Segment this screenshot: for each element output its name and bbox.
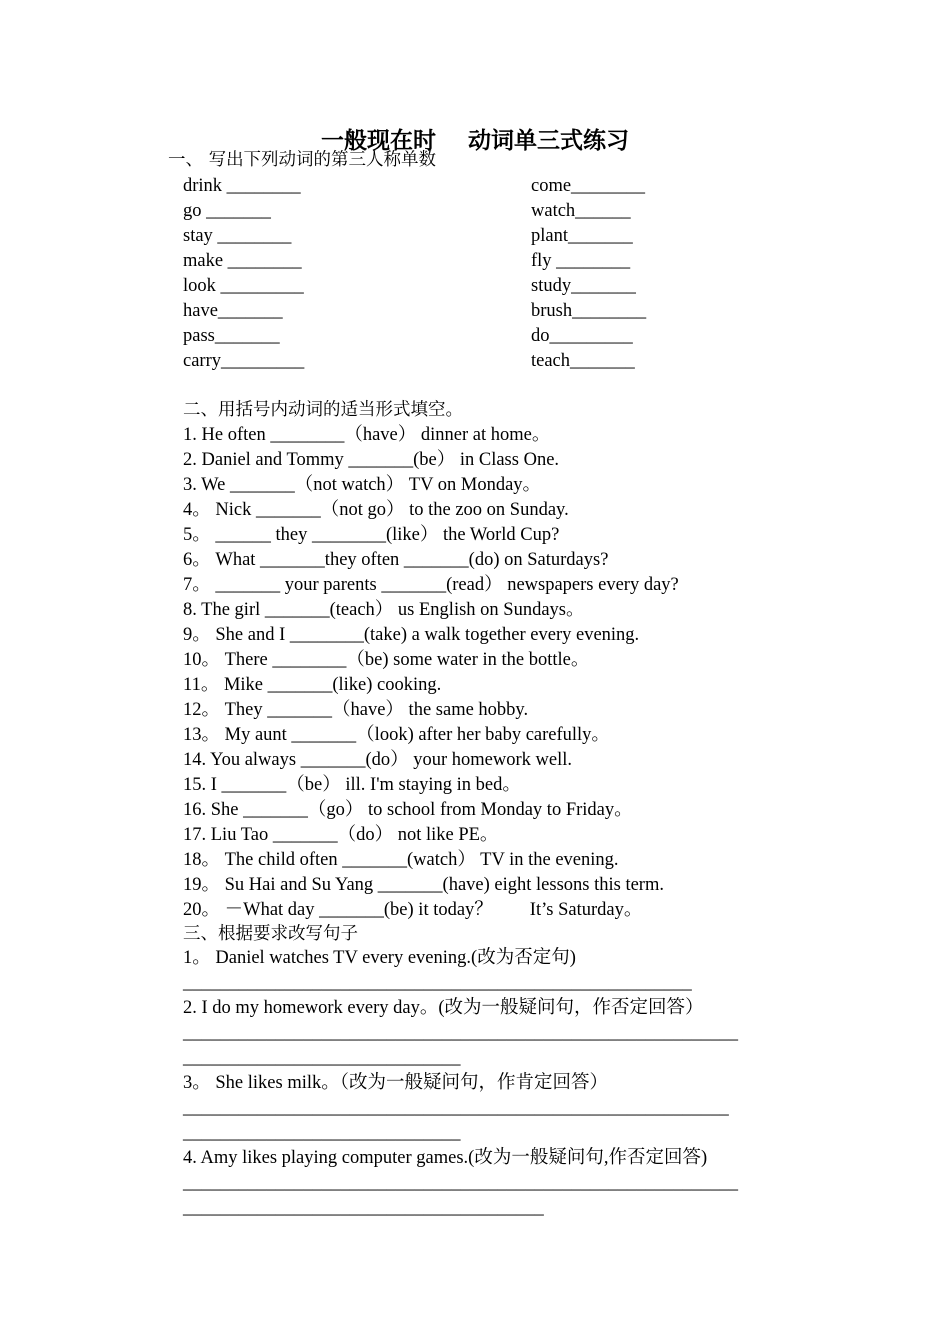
- section2-heading: 二、用括号内动词的适当形式填空。: [183, 400, 463, 420]
- exercise-item: 12。 They _______（have） the same hobby.: [183, 700, 529, 720]
- exercise-item: 6。 What _______they often _______(do) on Saturdays?: [183, 550, 609, 570]
- verb-item: teach_______: [531, 351, 635, 371]
- exercise-item: 10。 There ________（be) some water in the bottle。: [183, 650, 590, 670]
- verb-item: carry_________: [183, 351, 305, 371]
- answer-blank: ___________________________________________________________: [183, 1098, 729, 1118]
- exercise-item: 9。 She and I ________(take) a walk together every evening.: [183, 625, 640, 645]
- exercise-item: 16. She _______（go） to school from Monday to Friday。: [183, 800, 633, 820]
- exercise-item: 20。 －What day _______(be) it today？ It’s Saturday。: [183, 900, 643, 920]
- verb-item: pass_______: [183, 326, 280, 346]
- exercise-item: 19。 Su Hai and Su Yang _______(have) eight lessons this term.: [183, 875, 664, 895]
- verb-item: drink ________: [183, 176, 301, 196]
- verb-item: study_______: [531, 276, 636, 296]
- exercise-item: 11。 Mike _______(like) cooking.: [183, 675, 442, 695]
- verb-item: go _______: [183, 201, 271, 221]
- exercise-item: 14. You always _______(do） your homework well.: [183, 750, 572, 770]
- rewrite-item: 2. I do my homework every day。(改为一般疑问句，作否定回答）: [183, 998, 704, 1018]
- section1-heading: 一、 写出下列动词的第三人称单数: [168, 150, 437, 170]
- answer-blank: ____________________________________________________________: [183, 1023, 738, 1043]
- exercise-item: 17. Liu Tao _______（do） not like PE。: [183, 825, 499, 845]
- verb-item: brush________: [531, 301, 647, 321]
- answer-blank: ______________________________: [183, 1123, 461, 1143]
- exercise-item: 3. We _______（not watch） TV on Monday。: [183, 475, 542, 495]
- section3-heading: 三、根据要求改写句子: [183, 924, 358, 944]
- rewrite-item: 1。 Daniel watches TV every evening.(改为否定句): [183, 948, 576, 968]
- verb-item: come________: [531, 176, 646, 196]
- exercise-item: 7。 _______ your parents _______(read） newspapers every day?: [183, 575, 679, 595]
- exercise-item: 18。 The child often _______(watch） TV in the evening.: [183, 850, 619, 870]
- answer-blank: ______________________________: [183, 1048, 461, 1068]
- exercise-item: 4。 Nick _______（not go） to the zoo on Sunday.: [183, 500, 569, 520]
- verb-item: watch______: [531, 201, 631, 221]
- verb-item: make ________: [183, 251, 302, 271]
- answer-blank: ____________________________________________________________: [183, 1173, 738, 1193]
- verb-item: fly ________: [531, 251, 631, 271]
- exercise-item: 2. Daniel and Tommy _______(be） in Class One.: [183, 450, 560, 470]
- exercise-item: 8. The girl _______(teach） us English on Sundays。: [183, 600, 585, 620]
- page-title: 一般现在时 动词单三式练习: [320, 128, 630, 154]
- verb-item: stay ________: [183, 226, 292, 246]
- rewrite-item: 4. Amy likes playing computer games.(改为一般疑问句,作否定回答): [183, 1148, 708, 1168]
- exercise-item: 1. He often ________（have） dinner at home。: [183, 425, 551, 445]
- exercise-item: 5。 ______ they ________(like） the World Cup?: [183, 525, 560, 545]
- verb-item: plant_______: [531, 226, 633, 246]
- exercise-item: 15. I _______（be） ill. I'm staying in bed。: [183, 775, 521, 795]
- exercise-item: 13。 My aunt _______（look) after her baby carefully。: [183, 725, 610, 745]
- verb-item: have_______: [183, 301, 283, 321]
- verb-item: do_________: [531, 326, 633, 346]
- answer-blank: _______________________________________: [183, 1198, 544, 1218]
- answer-blank: _______________________________________________________: [183, 973, 692, 993]
- verb-item: look _________: [183, 276, 304, 296]
- rewrite-item: 3。 She likes milk。（改为一般疑问句，作肯定回答）: [183, 1073, 608, 1093]
